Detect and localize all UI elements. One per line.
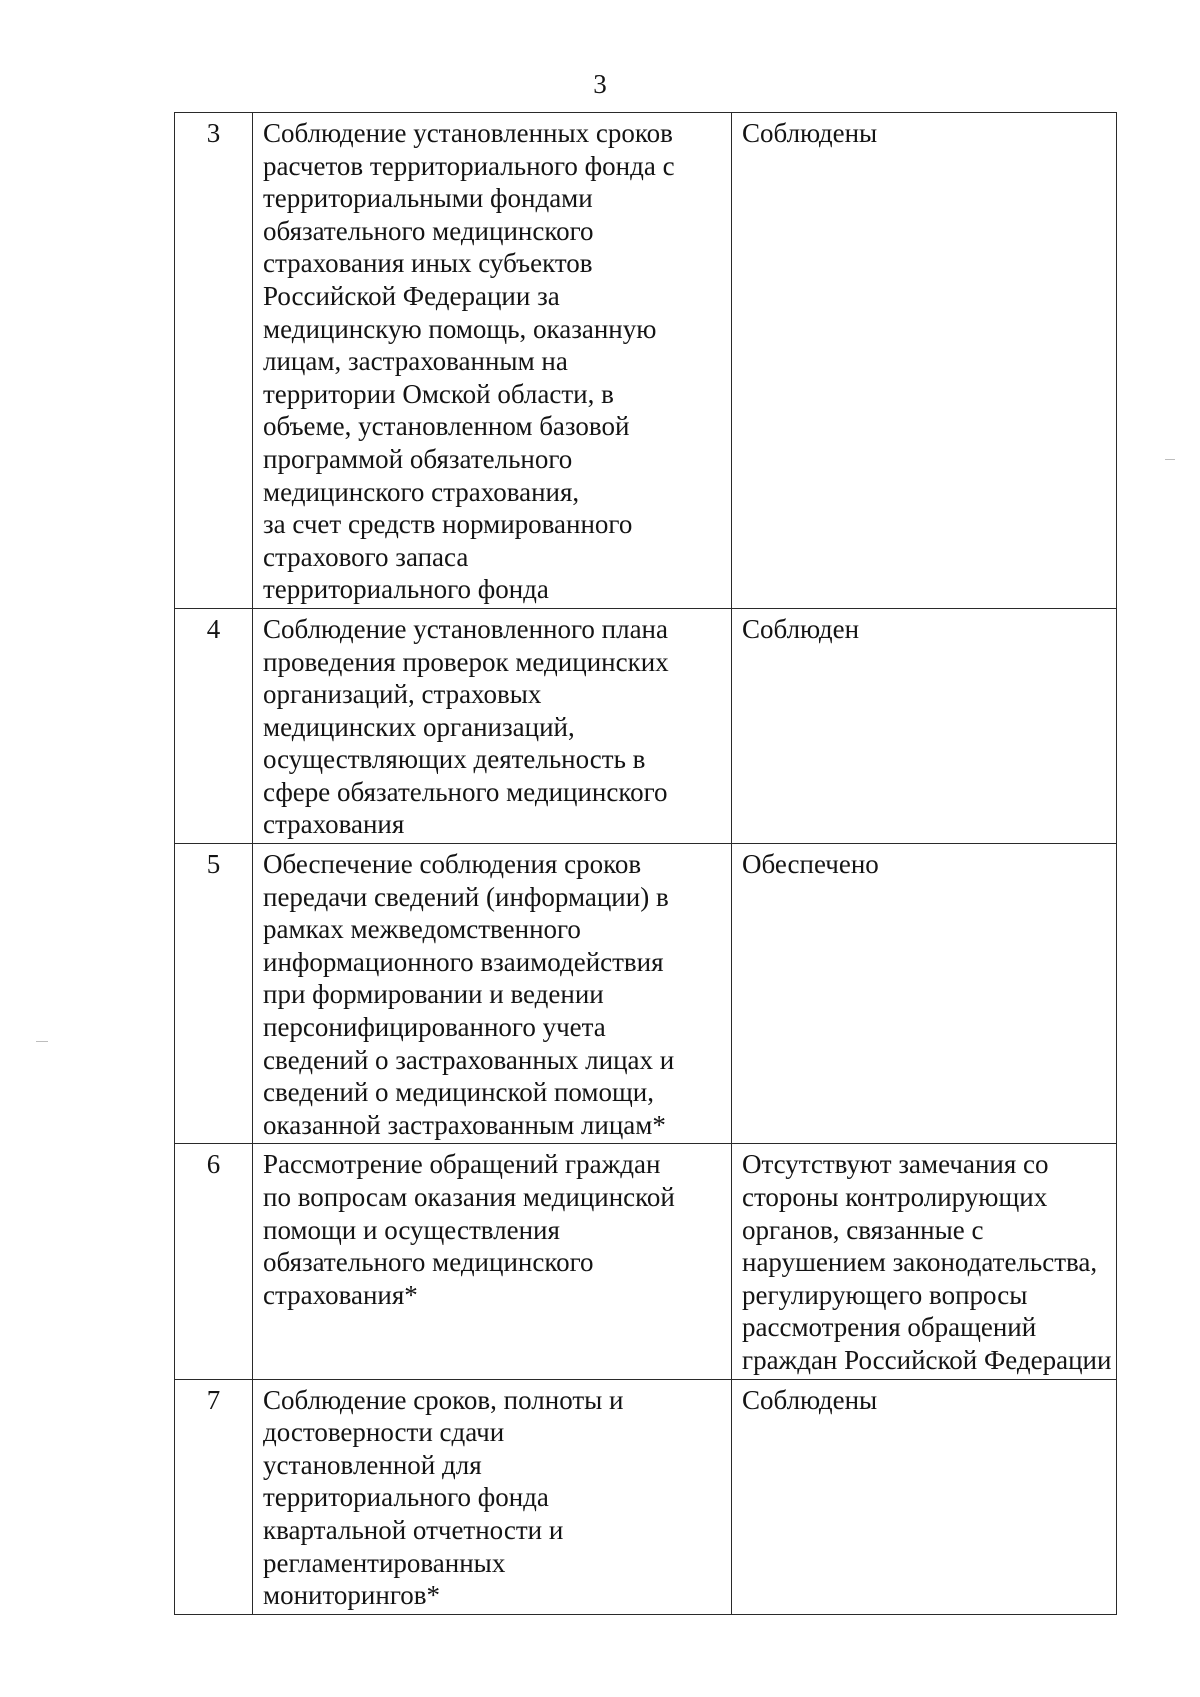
result-line: нарушением законодательства, xyxy=(742,1247,1098,1278)
result-line: Соблюдены xyxy=(742,118,878,148)
criterion-line: информационного взаимодействия xyxy=(263,946,664,977)
result-cell xyxy=(732,1144,1117,1379)
criterion-line: сведений о застрахованных лицах и xyxy=(263,1044,675,1075)
criterion-line: Обеспечение соблюдения сроков xyxy=(263,849,642,880)
criterion-line: Соблюдение установленного плана xyxy=(263,613,668,644)
criterion-line: обязательного медицинского xyxy=(263,215,594,246)
result-cell xyxy=(732,608,1117,843)
criterion-line: осуществляющих деятельность в xyxy=(263,744,646,775)
criterion-line: организаций, страховых xyxy=(263,679,542,710)
criterion-line: территориального фонда xyxy=(263,1482,549,1513)
criterion-line: по вопросам оказания медицинской xyxy=(263,1182,675,1212)
row-number: 7 xyxy=(175,1379,253,1614)
criterion-line: рамках межведомственного xyxy=(263,914,581,945)
criterion-line: медицинских организаций, xyxy=(263,711,575,742)
result-cell xyxy=(732,113,1117,609)
criterion-line: территории Омской области, в xyxy=(263,378,614,409)
criterion-line: страхования* xyxy=(263,1279,418,1310)
criterion-line: сведений о медицинской помощи, xyxy=(263,1077,654,1108)
criterion-cell xyxy=(253,1144,732,1379)
criterion-line: обязательного медицинского xyxy=(263,1247,594,1278)
row-number: 6 xyxy=(175,1144,253,1379)
criterion-line: при формировании и ведении xyxy=(263,979,604,1010)
result-line: стороны контролирующих xyxy=(742,1182,1048,1212)
criterion-line: передачи сведений (информации) в xyxy=(263,881,669,912)
result-line: Соблюдены xyxy=(742,1384,878,1415)
criterion-line: страхования иных субъектов xyxy=(263,248,593,279)
criterion-line: Рассмотрение обращений граждан xyxy=(263,1149,661,1180)
criterion-line: медицинскую помощь, оказанную xyxy=(263,313,657,344)
criteria-table-body xyxy=(175,113,1117,1615)
table-row xyxy=(175,844,1117,1144)
criterion-line: персонифицированного учета xyxy=(263,1012,606,1043)
result-line: Отсутствуют замечания со xyxy=(742,1149,1049,1180)
result-line: Обеспечено xyxy=(742,849,879,880)
criterion-line: медицинского страхования, xyxy=(263,476,580,507)
criterion-cell xyxy=(253,608,732,843)
criterion-line: сфере обязательного медицинского xyxy=(263,776,668,807)
criterion-line: территориального фонда xyxy=(263,574,549,605)
table-row xyxy=(175,608,1117,843)
criterion-line: лицам, застрахованным на xyxy=(263,346,568,377)
criterion-line: Соблюдение сроков, полноты и xyxy=(263,1384,624,1415)
criterion-cell xyxy=(253,113,732,609)
criterion-line: проведения проверок медицинских xyxy=(263,646,669,677)
criterion-line: оказанной застрахованным лицам* xyxy=(263,1109,666,1140)
criterion-line: страхового запаса xyxy=(263,541,469,572)
criterion-line: страхования xyxy=(263,809,405,840)
row-number: 3 xyxy=(175,113,253,609)
criterion-line: регламентированных xyxy=(263,1547,506,1578)
criterion-line: установленной для xyxy=(263,1449,482,1480)
criterion-cell xyxy=(253,844,732,1144)
criterion-line: достоверности сдачи xyxy=(263,1417,505,1448)
table-row xyxy=(175,1379,1117,1614)
scan-artifact xyxy=(36,1041,48,1042)
criterion-line: объеме, установленном базовой xyxy=(263,411,630,442)
criteria-table xyxy=(174,112,1117,1615)
result-line: граждан Российской Федерации xyxy=(742,1344,1112,1375)
criterion-line: Соблюдение установленных сроков xyxy=(263,118,673,148)
criterion-line: помощи и осуществления xyxy=(263,1214,560,1245)
row-number: 5 xyxy=(175,844,253,1144)
criterion-line: мониторингов* xyxy=(263,1580,440,1611)
result-line: рассмотрения обращений xyxy=(742,1312,1037,1343)
table-row xyxy=(175,1144,1117,1379)
criterion-cell xyxy=(253,1379,732,1614)
criterion-line: программой обязательного xyxy=(263,443,573,474)
row-number: 4 xyxy=(175,608,253,843)
result-cell xyxy=(732,844,1117,1144)
criterion-line: квартальной отчетности и xyxy=(263,1514,564,1545)
result-line: Соблюден xyxy=(742,613,860,644)
result-line: регулирующего вопросы xyxy=(742,1279,1028,1310)
criterion-line: территориальными фондами xyxy=(263,183,593,214)
result-cell xyxy=(732,1379,1117,1614)
criterion-line: за счет средств нормированного xyxy=(263,509,633,540)
table-row xyxy=(175,113,1117,609)
criterion-line: Российской Федерации за xyxy=(263,280,560,311)
page-number: 3 xyxy=(593,69,607,99)
criterion-line: расчетов территориального фонда с xyxy=(263,150,675,181)
result-line: органов, связанные с xyxy=(742,1214,984,1245)
scan-artifact xyxy=(1165,459,1175,460)
